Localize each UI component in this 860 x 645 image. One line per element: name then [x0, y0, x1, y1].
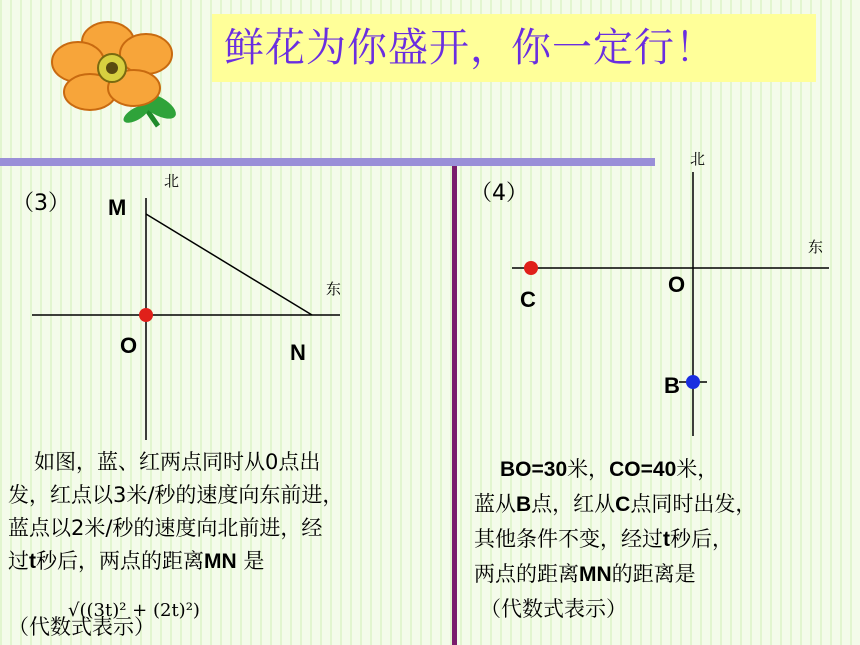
panel3-text	[8, 446, 452, 578]
panel3-text-line4: 过t秒后，两点的距离MN 是	[8, 549, 265, 573]
panel3-north-label: 北	[164, 172, 180, 190]
point-c-label: C	[520, 287, 536, 312]
red-point-o	[139, 308, 153, 322]
panel4-north-label: 北	[690, 150, 706, 168]
distance-formula: √((3t)² + (2t)²)	[68, 600, 200, 621]
red-point-c	[524, 261, 538, 275]
panel4-label: （4）	[470, 181, 528, 206]
panel3-text-line2: 发，红点以3米/秒的速度向东前进，	[8, 483, 344, 507]
panel3-point-o-label: O	[120, 333, 138, 358]
point-m-label: M	[108, 195, 127, 220]
panel4-text-line2: 蓝从B点，红从C点同时出发，	[474, 492, 757, 516]
panel3-text-line3: 蓝点以2米/秒的速度向北前进，经	[8, 516, 323, 540]
point-n-label: N	[290, 340, 306, 365]
point-b-label: B	[664, 373, 680, 398]
panel4-text-line5: （代数式表示）	[480, 597, 627, 621]
blue-point-b	[686, 375, 700, 389]
panel4-text	[474, 452, 860, 626]
page-title: 鲜花为你盛开，你一定行！	[212, 14, 816, 82]
panel4-text-line4: 两点的距离MN的距离是	[474, 562, 696, 586]
panel3-text-line5: （代数式表示）	[8, 615, 155, 639]
panel3-label: （3）	[12, 191, 70, 216]
panel4-text-line3: 其他条件不变，经过t秒后，	[474, 527, 733, 551]
panel3-east-label: 东	[326, 280, 342, 298]
panel4-point-o-label: O	[668, 272, 686, 297]
panel3-text-line1: 如图，蓝、红两点同时从0点出	[34, 450, 321, 474]
segment-mn	[146, 214, 312, 315]
panel4-east-label: 东	[808, 238, 824, 256]
panel4-text-line1: BO=30米，CO=40米，	[500, 457, 719, 481]
